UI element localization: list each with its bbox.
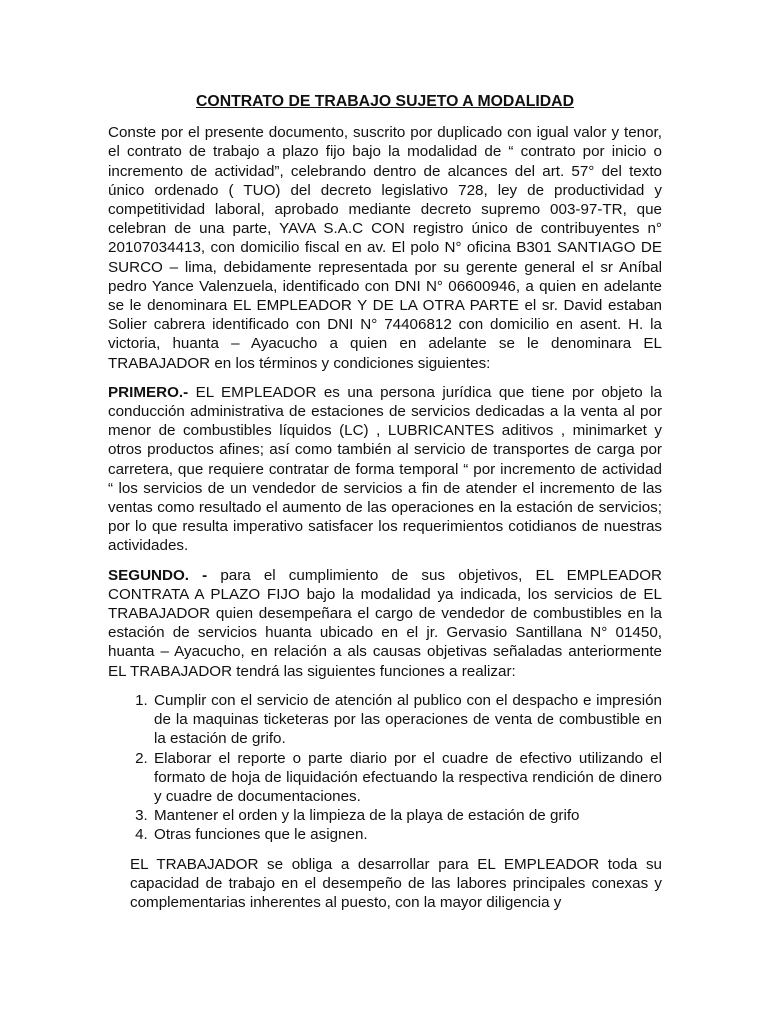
clause-segundo (108, 566, 662, 681)
clause-heading: SEGUNDO. - (108, 566, 208, 584)
functions-list (108, 691, 662, 845)
document-title: CONTRATO DE TRABAJO SUJETO A MODALIDAD (196, 93, 574, 110)
list-item: 2. Elaborar el reporte o parte diario por el cuadre de efectivo utilizando el formato de hoja de liquidación efectuando la respectiva rendición de dinero y cuadre de documentaciones. (152, 749, 662, 807)
closing-paragraph: EL TRABAJADOR se obliga a desarrollar para EL EMPLEADOR toda su capacidad de trabajo en el desempeño de las labores principales conexas y complementarias inherentes al puesto, con la mayor diligencia y (130, 855, 662, 911)
intro-paragraph: Conste por el presente documento, suscrito por duplicado con igual valor y tenor, el contrato de trabajo a plazo fijo bajo la modalidad de “ contrato por inicio o incremento de actividad”, celebrando dentro de alcances del art. 57° del texto único ordenado ( TUO) del decreto legislativo 728, ley de productividad y competitividad laboral, aprobado mediante decreto supremo 003-97-TR, que celebran de una parte, YAVA S.A.C CON registro único de contribuyentes n° 20107034413, con domicilio fiscal en av. El polo N° oficina B301 SANTIAGO DE SURCO – lima, debidamente representada por su gerente general el sr Aníbal pedro Yance Valenzuela, identificado con DNI N° 06600946, a quien en adelante se le denominara EL EMPLEADOR Y DE LA OTRA PARTE el sr. David estaban Solier cabrera identificado con DNI N° 74406812 con domicilio en asent. H. la victoria, huanta – Ayacucho a quien en adelante se le denominara EL TRABAJADOR en los términos y condiciones siguientes: (108, 124, 662, 372)
clause-text: EL EMPLEADOR es una persona jurídica que tiene por objeto la conducción administrativa de estaciones de servicios dedicadas a la venta al por menor de combustibles líquidos (LC) , LUBRICANTES aditivos , minimarket y otros productos afines; así como también al servicio de transportes de carga por carretera, que requiere contratar de forma temporal “ por incremento de actividad “ los servicios de un vendedor de servicios a fin de atender el incremento de las ventas como resultado el aumento de las operaciones en la estación de servicios; por lo que resulta imperativo satisfacer los requerimientos cotidianos de nuestras actividades. (108, 383, 662, 555)
clause-text: para el cumplimiento de sus objetivos, EL EMPLEADOR CONTRATA A PLAZO FIJO bajo la modalidad ya indicada, los servicios de EL TRABAJADOR quien desempeñara el cargo de vendedor de combustibles en la estación de servicios huanta ubicado en el jr. Gervasio Santillana N° 01450, huanta – Ayacucho, en relación a als causas objetivas señaladas anteriormente EL TRABAJADOR tendrá las siguientes funciones a realizar: (108, 566, 662, 680)
list-item: 3. Mantener el orden y la limpieza de la playa de estación de grifo (152, 806, 662, 825)
list-item: 1. Cumplir con el servicio de atención al publico con el despacho e impresión de la maquinas ticketeras por las operaciones de venta de combustible en la estación de grifo. (152, 691, 662, 749)
clause-heading: PRIMERO.- (108, 383, 189, 401)
clause-primero (108, 383, 662, 556)
list-item: 4. Otras funciones que le asignen. (152, 825, 662, 844)
